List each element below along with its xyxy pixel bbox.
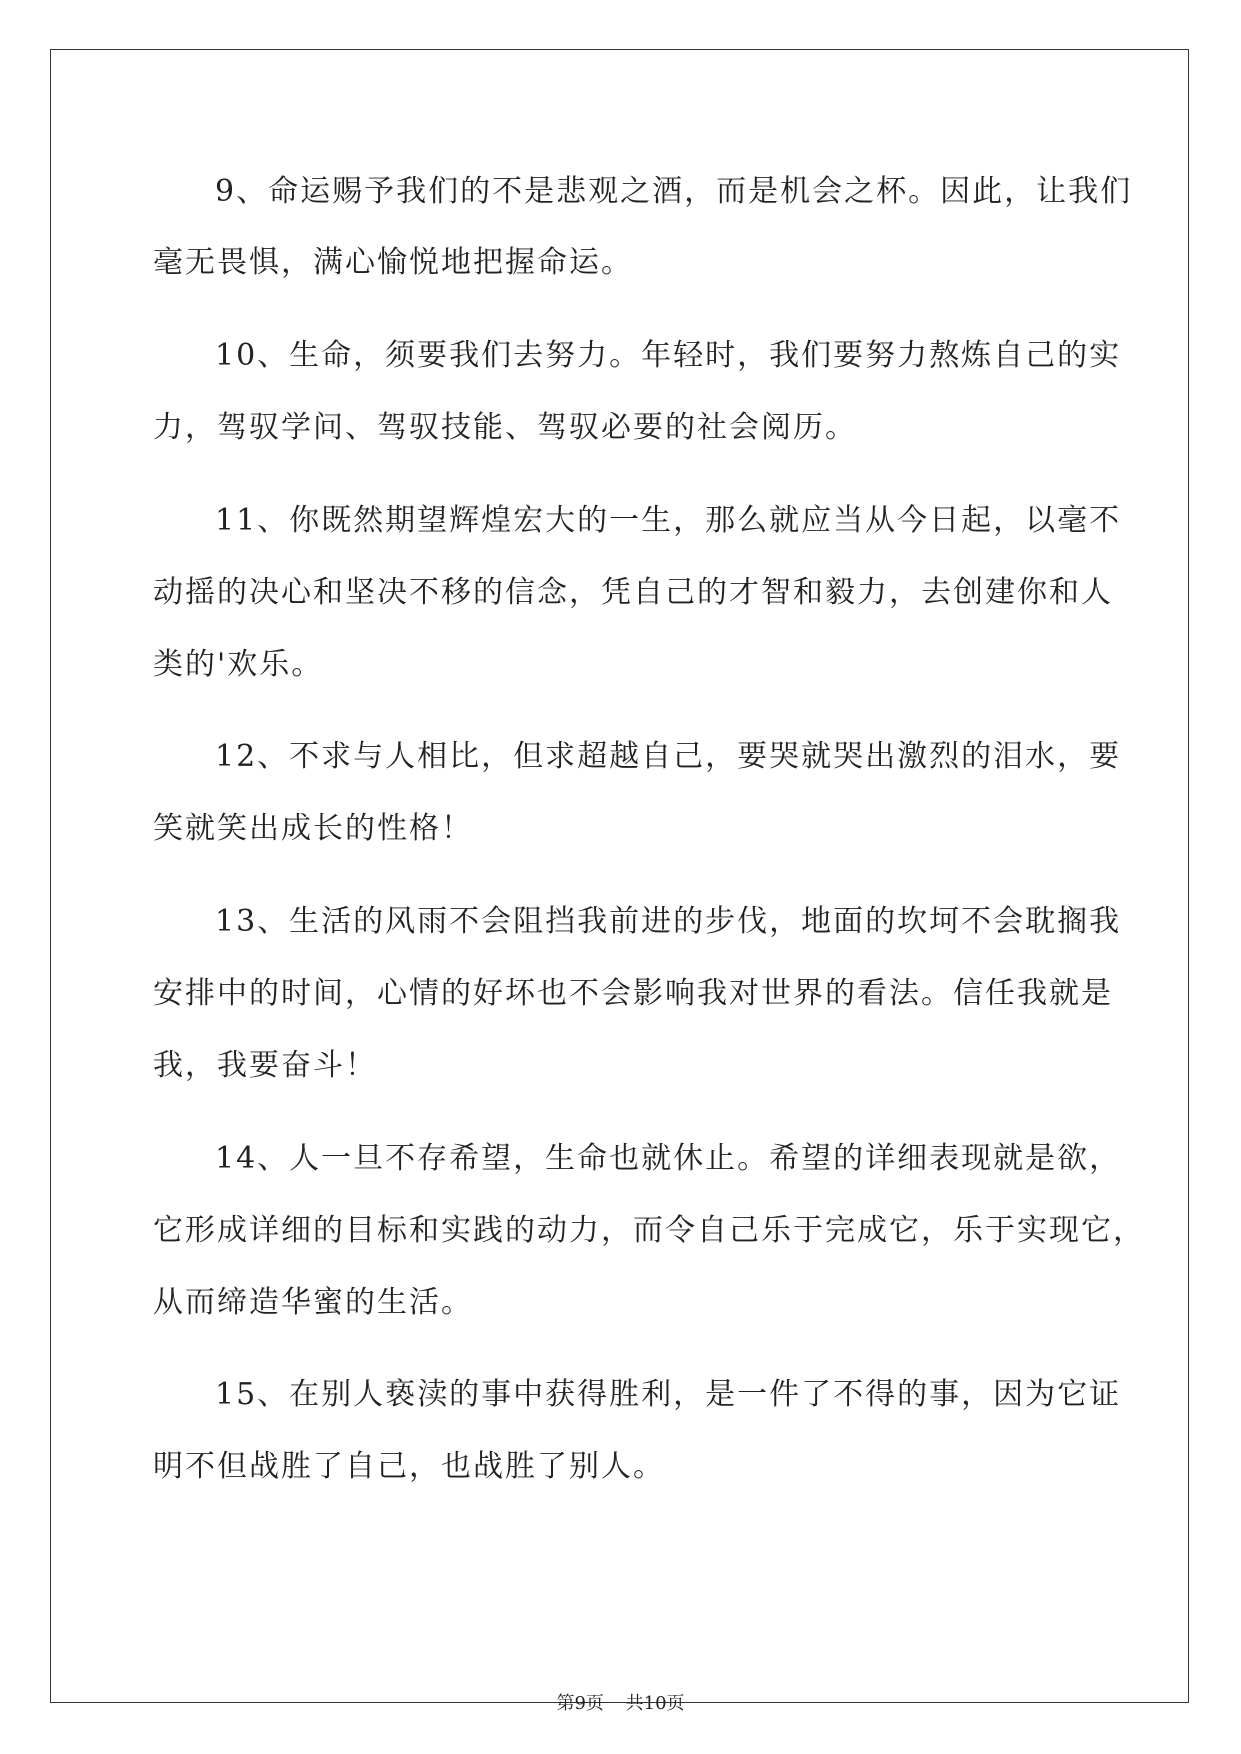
paragraph-11-line-1: 11、你既然期望辉煌宏大的一生，那么就应当从今日起，以毫不 bbox=[215, 503, 1122, 538]
page-number-current: 第9页 bbox=[556, 1693, 604, 1714]
paragraph-13-line-2: 安排中的时间，心情的好坏也不会影响我对世界的看法。信任我就是 bbox=[153, 976, 1113, 1011]
paragraph-10-line-2: 力，驾驭学问、驾驭技能、驾驭必要的社会阅历。 bbox=[153, 410, 857, 445]
page-footer bbox=[0, 1693, 1241, 1715]
paragraph-12-line-2: 笑就笑出成长的性格！ bbox=[153, 811, 473, 846]
paragraph-9-line-1: 9、命运赐予我们的不是悲观之酒，而是机会之杯。因此，让我们 bbox=[215, 174, 1133, 209]
paragraph-11-line-3: 类的'欢乐。 bbox=[153, 647, 324, 682]
paragraph-15-line-1: 15、在别人亵渎的事中获得胜利，是一件了不得的事，因为它证 bbox=[215, 1377, 1122, 1412]
paragraph-15-line-2: 明不但战胜了自己，也战胜了别人。 bbox=[153, 1449, 665, 1484]
paragraph-14-line-2: 它形成详细的目标和实践的动力，而令自己乐于完成它，乐于实现它， bbox=[153, 1213, 1145, 1248]
paragraph-13-line-3: 我，我要奋斗！ bbox=[153, 1048, 377, 1083]
paragraph-9-line-2: 毫无畏惧，满心愉悦地把握命运。 bbox=[153, 245, 633, 280]
paragraph-14-line-1: 14、人一旦不存希望，生命也就休止。希望的详细表现就是欲， bbox=[215, 1141, 1122, 1176]
paragraph-10-line-1: 10、生命，须要我们去努力。年轻时，我们要努力熬炼自己的实 bbox=[215, 338, 1122, 373]
paragraph-14-line-3: 从而缔造华蜜的生活。 bbox=[153, 1285, 473, 1320]
paragraph-13-line-1: 13、生活的风雨不会阻挡我前进的步伐，地面的坎坷不会耽搁我 bbox=[215, 904, 1122, 939]
page-number-total: 共10页 bbox=[625, 1693, 685, 1714]
paragraph-12-line-1: 12、不求与人相比，但求超越自己，要哭就哭出激烈的泪水，要 bbox=[215, 739, 1122, 774]
paragraph-11-line-2: 动摇的决心和坚决不移的信念，凭自己的才智和毅力，去创建你和人 bbox=[153, 575, 1113, 610]
